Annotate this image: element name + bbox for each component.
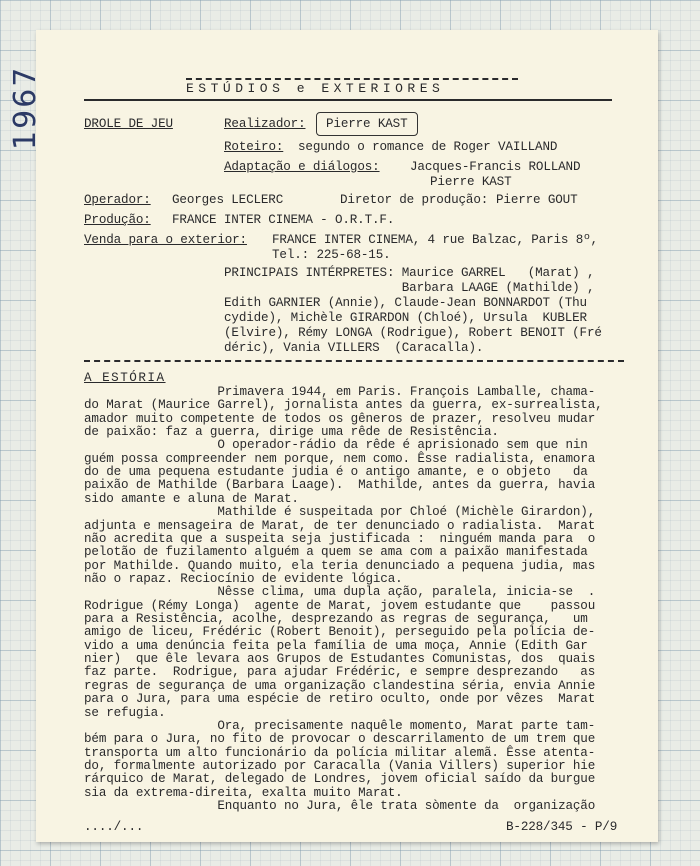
story-line: não o rapaz. Reciocínio de evidente lógica. (84, 571, 403, 586)
story-line: sia da extrema-direita, exalta muito Marat. (84, 785, 403, 800)
handwritten-year: 1967 (8, 65, 43, 150)
story-line: para a Resistência, acolhe, desprezando as regras de segurança, um (84, 612, 588, 627)
script-text: segundo o romance de Roger VAILLAND (298, 140, 558, 154)
story-line: Enquanto no Jura, êle trata sòmente da organização (84, 799, 596, 813)
production-director-name: Pierre GOUT (496, 193, 578, 207)
document-sheet (36, 30, 658, 842)
story-line: amador muito competente de todos os gêneros de prazer, resolveu mudar (84, 411, 596, 426)
continued-marker: ..../... (84, 820, 144, 834)
production-name: FRANCE INTER CINEMA - O.R.T.F. (172, 213, 395, 227)
story-line: vido a uma denúncia feita pela família de uma moça, Annie (Edith Gar (84, 638, 588, 653)
adaptation-label: Adaptação e diálogos: (224, 160, 380, 174)
story-line: Nêsse clima, uma dupla ação, paralela, inicia-se . (84, 585, 596, 600)
production-label: Produção: (84, 213, 151, 227)
story-line: faz parte. Rodrigue, para ajudar Frédéric, e sempre desprezando as (84, 665, 596, 680)
cast-line: (Elvire), Rémy LONGA (Rodrigue), Robert BENOIT (Fré (224, 326, 602, 340)
story-line: sido amante e aluna de Marat. (84, 491, 299, 506)
story-line: de paixão: faz a guerra, dirige uma rêde de Resistência. (84, 425, 499, 440)
section-dashed-rule (84, 360, 624, 362)
story-line: do de uma pequena estudante judia é o antigo amante, e o objeto da (84, 465, 588, 480)
operator-label: Operador: (84, 193, 151, 207)
section-title: ESTÚDIOS e EXTERIORES (186, 81, 445, 96)
production-director-label: Diretor de produção: (340, 193, 489, 207)
script-label: Roteiro: (224, 140, 284, 154)
story-line: transporta um alto funcionário da polícia militar alemã. Êsse atenta- (84, 745, 596, 760)
story-line: Mathilde é suspeitada por Chloé (Michèle Girardon), (84, 505, 596, 520)
story-line: por Mathilde. Quando muito, ela teria denunciado a pequena judia, mas (84, 558, 596, 573)
sales-line-1: FRANCE INTER CINEMA, 4 rue Balzac, Paris 8º, (272, 233, 598, 247)
story-line: regras de segurança de uma organização clandestina séria, envia Annie (84, 678, 596, 693)
page-reference: B-228/345 - P/9 (506, 820, 618, 834)
cast-line: Barbara LAAGE (Mathilde) , (224, 281, 595, 295)
story-line: Ora, precisamente naquêle momento, Marat parte tam- (84, 718, 596, 733)
header-dashed-rule (186, 78, 518, 80)
story-line: nier) que êle levara aos Grupos de Estudantes Comunistas, dos quais (84, 652, 596, 667)
story-line: O operador-rádio da rêde é aprisionado sem que nin (84, 438, 588, 453)
story-line: adjunta e mensageira de Marat, de ter denunciado o radialista. Marat (84, 518, 596, 533)
story-line: do Marat (Maurice Garrel), jornalista antes da guerra, ex-surrealista, (84, 398, 603, 413)
director-label: Realizador: (224, 117, 306, 131)
story-line: guém possa compreender nem porque, nem como. Êsse radialista, enamora (84, 451, 596, 466)
sales-label: Venda para o exterior: (84, 233, 247, 247)
film-title: DROLE DE JEU (84, 117, 173, 131)
story-line: Primavera 1944, em Paris. François Lamballe, chama- (84, 385, 596, 399)
story-line: do, formalmente autorizado por Caracalla (Vania Villers) superior hie (84, 758, 596, 773)
sales-line-2: Tel.: 225-68-15. (272, 248, 391, 262)
story-line: Rodrigue (Rémy Longa) agente de Marat, jovem estudante que passou (84, 598, 596, 613)
adaptation-name-1: Jacques-Francis ROLLAND (410, 160, 581, 174)
adaptation-name-2: Pierre KAST (430, 175, 512, 189)
story-heading: A ESTÓRIA (84, 371, 166, 385)
cast-line: cydide), Michèle GIRARDON (Chloé), Ursula KUBLER (224, 311, 587, 325)
cast-line: déric), Vania VILLERS (Caracalla). (224, 341, 484, 355)
operator-name: Georges LECLERC (172, 193, 284, 207)
story-line: amigo de liceu, Frédéric (Robert Benoit), perseguido pela polícia de- (84, 625, 596, 640)
cast-line: Edith GARNIER (Annie), Claude-Jean BONNARDOT (Thu (224, 296, 587, 310)
header-rule (84, 99, 612, 101)
cast-line: PRINCIPAIS INTÉRPRETES: Maurice GARREL (Marat) , (224, 266, 595, 280)
story-line: para o Jura, para uma espécie de retiro oculto, onde por vêzes Marat (84, 692, 596, 707)
story-line: paixão de Mathilde (Barbara Laage). Mathilde, antes da guerra, havia (84, 478, 596, 493)
story-line: bém para o Jura, no fito de provocar o descarrilamento de um trem que (84, 732, 596, 747)
story-line: se refugia. (84, 705, 166, 720)
story-line: rárquico de Marat, delegado de Londres, jovem oficial saído da burgue (84, 772, 596, 787)
director-name: Pierre KAST (326, 117, 408, 131)
story-line: pelotão de fuzilamento alguém a quem se ama com a paixão manifestada (84, 545, 588, 560)
story-line: não acredita que a suspeita seja justificada : ninguém manda para o (84, 531, 596, 546)
